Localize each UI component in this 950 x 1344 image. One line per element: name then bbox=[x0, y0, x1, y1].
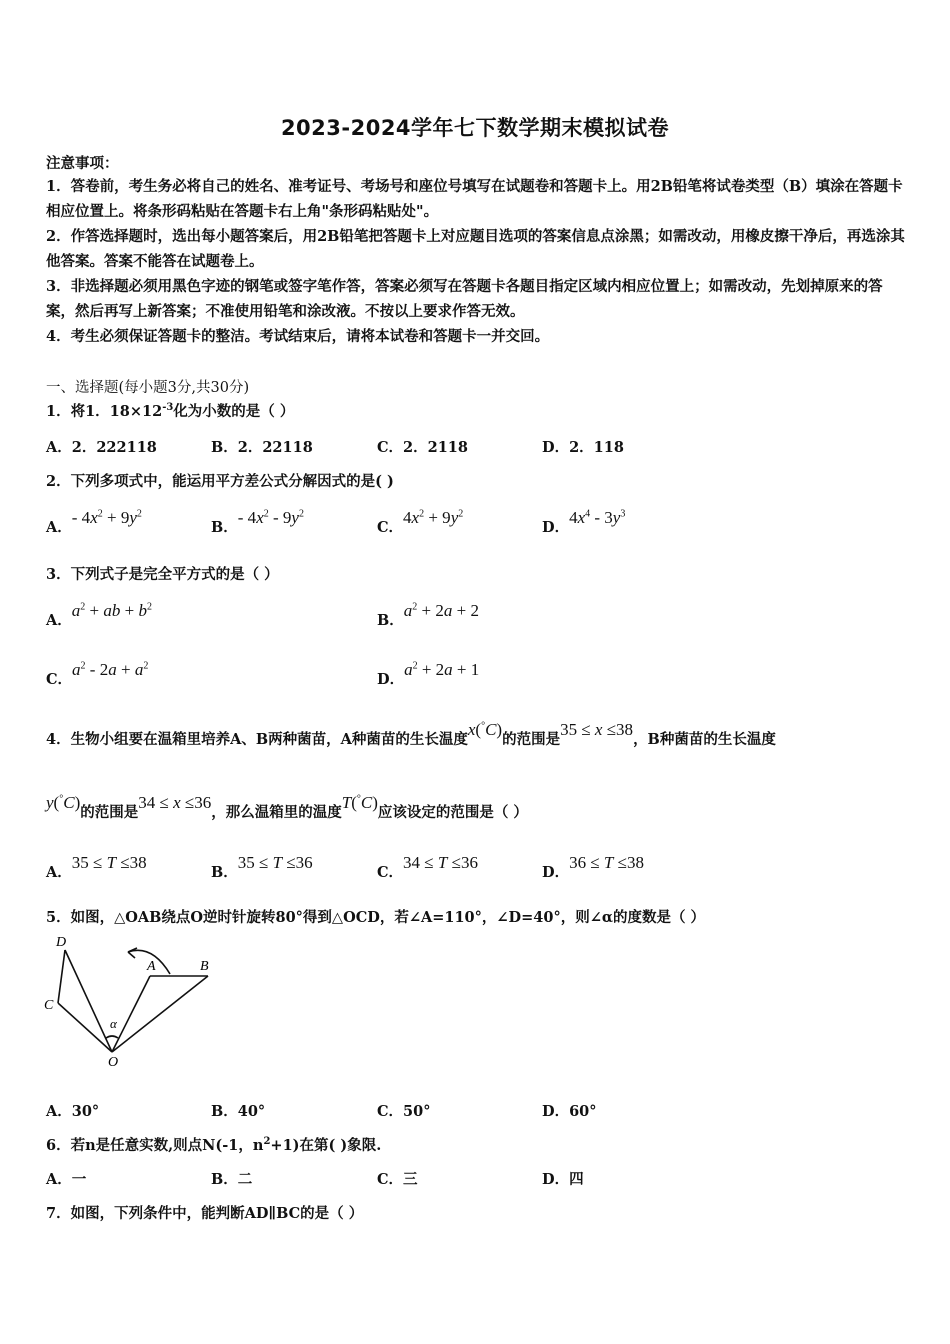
question-5: 5．如图，△OAB绕点O逆时针旋转80°得到△OCD，若∠A=110°，∠D=40°，则∠α的度数是（ ） bbox=[46, 909, 706, 926]
q2-option-c[interactable] bbox=[377, 508, 464, 537]
segment-co bbox=[58, 1003, 112, 1052]
label-d: D bbox=[56, 935, 67, 950]
q4-option-d-label: D． bbox=[542, 864, 570, 881]
question-4-line-1 bbox=[46, 720, 776, 749]
label-b: B bbox=[200, 959, 209, 974]
question-1 bbox=[46, 400, 294, 421]
question-3: 3．下列式子是完全平方式的是（ ） bbox=[46, 566, 279, 583]
q2-option-d-math: $4x^4 - 3y^3$ bbox=[569, 508, 626, 527]
q3-option-d-label: D． bbox=[377, 671, 405, 688]
q3-option-c[interactable] bbox=[46, 660, 149, 689]
q1-option-d[interactable]: D．2．118 bbox=[542, 439, 624, 456]
q4-option-d-math: 36 ≤ T ≤38 bbox=[569, 853, 644, 872]
question-4-text-a: 4．生物小组要在温箱里培养A、B两种菌苗，A种菌苗的生长温度 bbox=[46, 731, 468, 748]
question-6-exponent: 2 bbox=[263, 1136, 271, 1148]
q2-option-a[interactable] bbox=[46, 508, 142, 537]
q4-option-b-math: 35 ≤ T ≤36 bbox=[237, 853, 313, 872]
q4-t-temp: T(°C) bbox=[341, 793, 378, 812]
q1-option-c[interactable]: C．2．2118 bbox=[377, 439, 468, 456]
q4-option-d[interactable] bbox=[542, 853, 644, 882]
q4-y-range: 34 ≤ x ≤36 bbox=[138, 793, 212, 812]
q4-option-a[interactable] bbox=[46, 853, 147, 882]
q3-option-a-label: A． bbox=[46, 612, 72, 629]
q5-option-a[interactable]: A．30° bbox=[46, 1103, 100, 1120]
notice-item-1: 1．答卷前，考生务必将自己的姓名、准考证号、考场号和座位号填写在试题卷和答题卡上。用2B铅笔将试卷类型（B）填涂在答题卡相应位置上。将条形码粘贴在答题卡右上角"条形码粘贴处"。 bbox=[46, 178, 903, 220]
question-4-text-c: ，B种菌苗的生长温度 bbox=[633, 731, 776, 748]
question-4-text-b: 的范围是 bbox=[502, 731, 561, 748]
question-1-text-a: 1．将1．18×12 bbox=[46, 403, 163, 420]
q1-option-b[interactable]: B．2．22118 bbox=[211, 439, 313, 456]
q2-option-b-math: - $4x^2 - 9y^2$ bbox=[237, 508, 304, 527]
segment-bo bbox=[112, 976, 208, 1052]
question-4-text-e: ，那么温箱里的温度 bbox=[211, 804, 342, 821]
q6-option-b[interactable]: B．二 bbox=[211, 1171, 253, 1188]
segment-do bbox=[65, 950, 112, 1052]
q4-y-temp: y(°C) bbox=[46, 793, 81, 812]
question-1-exponent: -3 bbox=[162, 402, 174, 414]
q5-option-b[interactable]: B．40° bbox=[211, 1103, 266, 1120]
q3-option-a-math: $a^2$ + ab + $b^2$ bbox=[71, 601, 152, 620]
question-6-text-b: +1)在第( )象限. bbox=[270, 1137, 382, 1154]
q5-option-d[interactable]: D．60° bbox=[542, 1103, 597, 1120]
q5-option-c[interactable]: C．50° bbox=[377, 1103, 431, 1120]
q4-x-range: 35 ≤ x ≤38 bbox=[560, 720, 634, 739]
q3-option-b[interactable] bbox=[377, 601, 479, 630]
q1-option-a[interactable]: A．2．222118 bbox=[46, 439, 157, 456]
q4-option-a-label: A． bbox=[46, 864, 72, 881]
label-alpha: α bbox=[110, 1016, 117, 1031]
label-o: O bbox=[108, 1055, 119, 1070]
q6-option-c[interactable]: C．三 bbox=[377, 1171, 418, 1188]
question-4-text-d: 的范围是 bbox=[80, 804, 139, 821]
question-4-text-f: 应该设定的范围是（ ） bbox=[377, 804, 528, 821]
q3-option-c-math: $a^2 - 2a + a^2$ bbox=[72, 660, 149, 679]
q4-x-temp: x(°C) bbox=[467, 720, 503, 739]
q4-option-b[interactable] bbox=[211, 853, 313, 882]
q2-option-a-label: A． bbox=[46, 519, 72, 536]
q2-option-d-label: D． bbox=[542, 519, 570, 536]
label-c: C bbox=[44, 998, 54, 1013]
q2-option-c-label: C． bbox=[377, 519, 404, 536]
question-6 bbox=[46, 1134, 381, 1155]
q5-figure bbox=[40, 930, 230, 1070]
question-7: 7．如图，下列条件中，能判断AD∥BC的是（ ） bbox=[46, 1205, 364, 1222]
question-4-line-2 bbox=[46, 793, 528, 822]
page-title: 2023-2024学年七下数学期末模拟试卷 bbox=[280, 116, 670, 140]
q4-option-b-label: B． bbox=[211, 864, 238, 881]
q6-option-a[interactable]: A．一 bbox=[46, 1171, 87, 1188]
q2-option-a-math: - $4x^2 + 9y^2$ bbox=[71, 508, 142, 527]
question-2: 2．下列多项式中，能运用平方差公式分解因式的是( ) bbox=[46, 473, 394, 490]
q3-option-d-math: $a^2 + 2a + 1$ bbox=[404, 660, 480, 679]
q2-option-b[interactable] bbox=[211, 508, 304, 537]
angle-alpha-arc bbox=[106, 1036, 118, 1038]
notice-item-2: 2．作答选择题时，选出每小题答案后，用2B铅笔把答题卡上对应题目选项的答案信息点涂黑；如需改动，用橡皮擦干净后，再选涂其他答案。答案不能答在试题卷上。 bbox=[46, 228, 905, 270]
question-6-text-a: 6．若n是任意实数,则点N(-1，n bbox=[46, 1137, 264, 1154]
q4-option-c[interactable] bbox=[377, 853, 478, 882]
q2-option-d[interactable] bbox=[542, 508, 626, 537]
q3-option-b-label: B． bbox=[377, 612, 404, 629]
q2-option-b-label: B． bbox=[211, 519, 238, 536]
segment-oa bbox=[112, 976, 150, 1052]
notice-item-3: 3．非选择题必须用黑色字迹的钢笔或签字笔作答，答案必须写在答题卡各题目指定区域内相应位置上；如需改动，先划掉原来的答案，然后再写上新答案；不准使用铅笔和涂改液。不按以上要求作答无效。 bbox=[46, 278, 883, 320]
q3-option-c-label: C． bbox=[46, 671, 73, 688]
q4-option-c-math: 34 ≤ T ≤36 bbox=[403, 853, 478, 872]
q3-option-b-math: $a^2 + 2a + 2$ bbox=[403, 601, 479, 620]
q4-option-c-label: C． bbox=[377, 864, 404, 881]
question-1-text-b: 化为小数的是（ ） bbox=[173, 403, 295, 420]
label-a: A bbox=[147, 959, 156, 974]
q4-option-a-math: 35 ≤ T ≤38 bbox=[71, 853, 147, 872]
q3-option-d[interactable] bbox=[377, 660, 480, 689]
q3-option-a[interactable] bbox=[46, 601, 152, 630]
notice-item-4: 4．考生必须保证答题卡的整洁。考试结束后，请将本试卷和答题卡一并交回。 bbox=[46, 328, 550, 345]
q6-option-d[interactable]: D．四 bbox=[542, 1171, 584, 1188]
section-heading: 一、选择题(每小题3分,共30分) bbox=[46, 380, 250, 396]
rotation-arrowhead bbox=[128, 948, 137, 958]
notice-heading: 注意事项： bbox=[46, 155, 119, 172]
segment-dc bbox=[58, 950, 65, 1003]
q2-option-c-math: $4x^2 + 9y^2$ bbox=[403, 508, 464, 527]
